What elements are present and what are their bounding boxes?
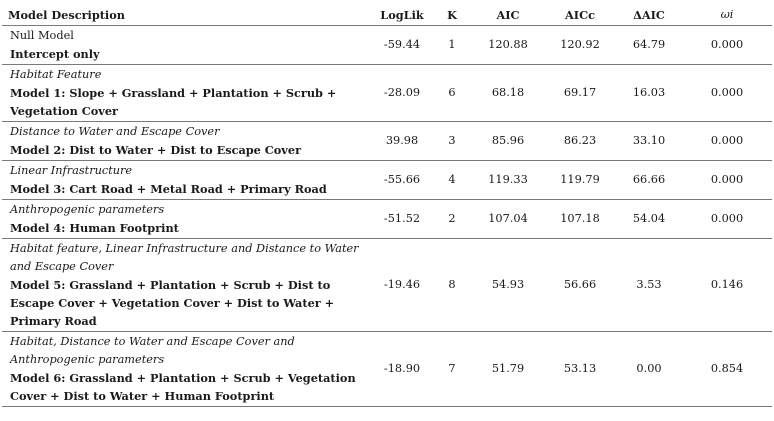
delta-aic-cell: 3.53 bbox=[616, 239, 682, 332]
loglik-cell: -51.52 bbox=[372, 200, 432, 239]
model-name: Model 4: Human Footprint bbox=[10, 221, 179, 235]
omega-cell: 0.854 bbox=[682, 332, 772, 407]
aic-cell: 68.18 bbox=[472, 65, 544, 122]
group-title: Habitat Feature bbox=[10, 68, 102, 81]
omega-cell: 0.000 bbox=[682, 161, 772, 200]
header-omega: ωi bbox=[682, 4, 772, 26]
model-comparison-table-container bbox=[0, 4, 774, 421]
header-aic: AIC bbox=[472, 4, 544, 26]
omega-cell: 0.146 bbox=[682, 239, 772, 332]
aicc-cell: 56.66 bbox=[544, 239, 616, 332]
group-title: Null Model bbox=[10, 29, 74, 42]
loglik-cell: -28.09 bbox=[372, 65, 432, 122]
model-description-cell bbox=[2, 239, 372, 332]
table-row bbox=[2, 122, 772, 161]
aic-cell: 54.93 bbox=[472, 239, 544, 332]
aic-cell: 119.33 bbox=[472, 161, 544, 200]
delta-aic-cell: 64.79 bbox=[616, 26, 682, 65]
aicc-cell: 120.92 bbox=[544, 26, 616, 65]
k-cell: 4 bbox=[432, 161, 472, 200]
model-description-cell bbox=[2, 161, 372, 200]
aicc-cell: 107.18 bbox=[544, 200, 616, 239]
k-cell: 2 bbox=[432, 200, 472, 239]
omega-cell: 0.000 bbox=[682, 26, 772, 65]
delta-aic-cell: 33.10 bbox=[616, 122, 682, 161]
model-description-cell bbox=[2, 200, 372, 239]
header-delta-aic: ΔAIC bbox=[616, 4, 682, 26]
loglik-cell: 39.98 bbox=[372, 122, 432, 161]
header-model-description: Model Description bbox=[2, 4, 372, 26]
table-row bbox=[2, 332, 772, 407]
group-title: Anthropogenic parameters bbox=[10, 203, 165, 216]
model-description-cell bbox=[2, 122, 372, 161]
model-name: Model 3: Cart Road + Metal Road + Primary Road bbox=[10, 182, 327, 196]
header-aicc: AICc bbox=[544, 4, 616, 26]
aicc-cell: 119.79 bbox=[544, 161, 616, 200]
k-cell: 8 bbox=[432, 239, 472, 332]
model-description-cell bbox=[2, 65, 372, 122]
delta-aic-cell: 16.03 bbox=[616, 65, 682, 122]
group-title: Habitat, Distance to Water and Escape Cover and Anthropogenic parameters bbox=[10, 335, 295, 366]
model-name: Model 2: Dist to Water + Dist to Escape Cover bbox=[10, 143, 302, 157]
loglik-cell: -59.44 bbox=[372, 26, 432, 65]
model-name: Intercept only bbox=[10, 47, 100, 61]
loglik-cell: -55.66 bbox=[372, 161, 432, 200]
aic-cell: 107.04 bbox=[472, 200, 544, 239]
table-row bbox=[2, 65, 772, 122]
model-name: Model 5: Grassland + Plantation + Scrub + Dist to Escape Cover + Vegetation Cover + Dist to Water + Primary Road bbox=[10, 278, 335, 328]
delta-aic-cell: 66.66 bbox=[616, 161, 682, 200]
model-description-cell bbox=[2, 332, 372, 407]
group-title: Habitat feature, Linear Infrastructure and Distance to Water and Escape Cover bbox=[10, 242, 359, 273]
omega-cell: 0.000 bbox=[682, 122, 772, 161]
table-row bbox=[2, 239, 772, 332]
header-loglik: LogLik bbox=[372, 4, 432, 26]
table-row bbox=[2, 26, 772, 65]
loglik-cell: -18.90 bbox=[372, 332, 432, 407]
loglik-cell: -19.46 bbox=[372, 239, 432, 332]
omega-cell: 0.000 bbox=[682, 65, 772, 122]
aicc-cell: 69.17 bbox=[544, 65, 616, 122]
table-header-row bbox=[2, 4, 772, 26]
aicc-cell: 53.13 bbox=[544, 332, 616, 407]
group-title: Distance to Water and Escape Cover bbox=[10, 125, 220, 138]
k-cell: 1 bbox=[432, 26, 472, 65]
table-row bbox=[2, 200, 772, 239]
k-cell: 7 bbox=[432, 332, 472, 407]
aic-cell: 85.96 bbox=[472, 122, 544, 161]
aic-cell: 120.88 bbox=[472, 26, 544, 65]
group-title: Linear Infrastructure bbox=[10, 164, 133, 177]
model-name: Model 1: Slope + Grassland + Plantation + Scrub + Vegetation Cover bbox=[10, 86, 337, 118]
k-cell: 3 bbox=[432, 122, 472, 161]
model-description-cell bbox=[2, 26, 372, 65]
table-row bbox=[2, 161, 772, 200]
k-cell: 6 bbox=[432, 65, 472, 122]
aic-cell: 51.79 bbox=[472, 332, 544, 407]
delta-aic-cell: 54.04 bbox=[616, 200, 682, 239]
model-comparison-table bbox=[2, 4, 772, 407]
model-name: Model 6: Grassland + Plantation + Scrub + Vegetation Cover + Dist to Water + Human Footprint bbox=[10, 371, 356, 403]
header-k: K bbox=[432, 4, 472, 26]
aicc-cell: 86.23 bbox=[544, 122, 616, 161]
delta-aic-cell: 0.00 bbox=[616, 332, 682, 407]
omega-cell: 0.000 bbox=[682, 200, 772, 239]
